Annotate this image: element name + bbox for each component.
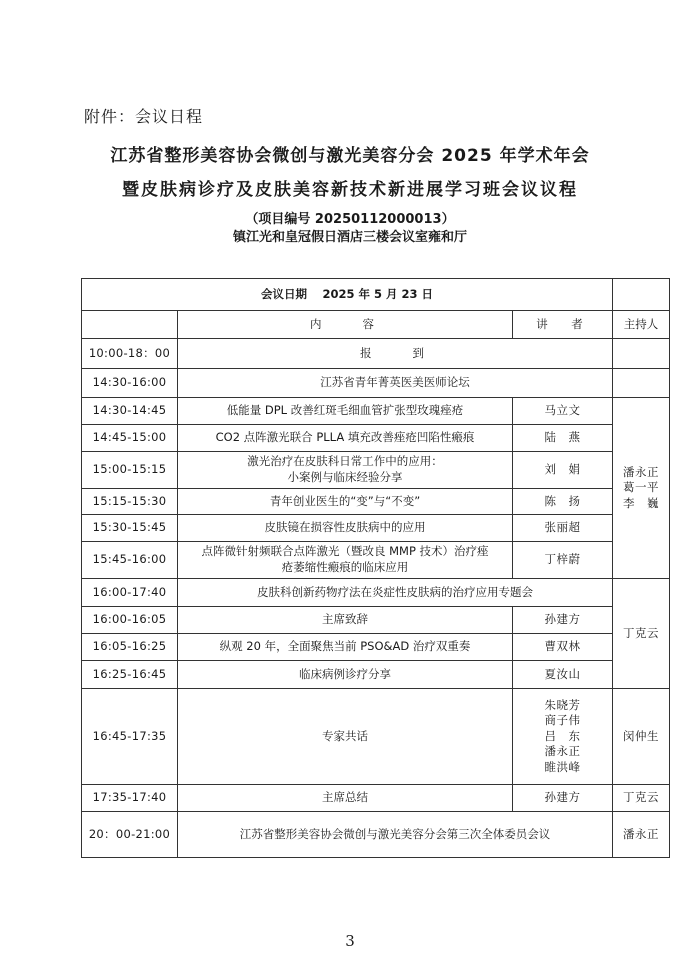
- talk-title: 皮肤镜在损容性皮肤病中的应用: [178, 515, 513, 542]
- table-cell-empty: [613, 339, 670, 369]
- table-row: [82, 515, 670, 542]
- speaker-name: 刘 娟: [513, 452, 613, 489]
- time-cell: 14:30-14:45: [82, 398, 178, 425]
- talk-title: 临床病例诊疗分享: [178, 661, 513, 689]
- table-header-row: [82, 311, 670, 339]
- time-cell: 15:00-15:15: [82, 452, 178, 489]
- time-cell: 16:00-16:05: [82, 607, 178, 634]
- speaker-name: 吕 东: [544, 728, 581, 743]
- speaker-name: 陈 扬: [513, 489, 613, 515]
- header-host: 主持人: [613, 311, 670, 339]
- session-host: 丁克云: [613, 579, 670, 689]
- session-title: 江苏省青年菁英医美医师论坛: [178, 369, 613, 398]
- time-cell: 15:30-15:45: [82, 515, 178, 542]
- speaker-name: 夏汝山: [513, 661, 613, 689]
- time-cell: 15:45-16:00: [82, 542, 178, 579]
- session-title: 皮肤科创新药物疗法在炎症性皮肤病的治疗应用专题会: [178, 579, 613, 607]
- session-header-row: [82, 579, 670, 607]
- time-cell: 10:00-18：00: [82, 339, 178, 369]
- session-host: [613, 398, 670, 579]
- speaker-name: 张丽超: [513, 515, 613, 542]
- speaker-name: 孙建方: [513, 785, 613, 812]
- table-row: [82, 785, 670, 812]
- talk-title: 主席致辞: [178, 607, 513, 634]
- document-title-line2: 暨皮肤病诊疗及皮肤美容新技术新进展学习班会议议程: [122, 180, 578, 200]
- time-cell: 16:45-17:35: [82, 689, 178, 785]
- talk-title: 专家共话: [178, 689, 513, 785]
- agenda-table: [81, 278, 670, 858]
- talk-title: 纵观 20 年，全面聚焦当前 PSO&AD 治疗双重奏: [178, 634, 513, 661]
- table-row: [82, 607, 670, 634]
- talk-title: 点阵微针射频联合点阵激光（暨改良 MMP 技术）治疗痤 疮萎缩性瘢痕的临床应用: [178, 542, 513, 579]
- meeting-date: 会议日期 2025 年 5 月 23 日: [82, 279, 613, 311]
- panel-speakers: [513, 689, 613, 785]
- host-name: 葛一平: [623, 480, 660, 495]
- page-number: 3: [345, 932, 355, 950]
- time-cell: 20：00-21:00: [82, 812, 178, 858]
- session-host: 丁克云: [613, 785, 670, 812]
- table-row: [82, 661, 670, 689]
- speaker-name: 睢洪峰: [544, 759, 581, 774]
- time-cell: 14:45-15:00: [82, 425, 178, 452]
- document-title-line1: 江苏省整形美容协会微创与激光美容分会 2025 年学术年会: [110, 146, 590, 166]
- table-row: [82, 279, 670, 311]
- host-name: 潘永正: [623, 464, 660, 479]
- table-row: [82, 339, 670, 369]
- speaker-name: 朱晓芳: [544, 697, 581, 712]
- project-number: （项目编号 20250112000013）: [245, 212, 455, 227]
- table-cell-empty: [613, 369, 670, 398]
- table-row: [82, 489, 670, 515]
- table-row: [82, 398, 670, 425]
- table-row: [82, 689, 670, 785]
- speaker-name: 孙建方: [513, 607, 613, 634]
- venue: 镇江光和皇冠假日酒店三楼会议室雍和厅: [232, 230, 467, 245]
- speaker-name: 陆 燕: [513, 425, 613, 452]
- time-cell: 17:35-17:40: [82, 785, 178, 812]
- talk-title: 主席总结: [178, 785, 513, 812]
- talk-title: 青年创业医生的“变”与“不变”: [178, 489, 513, 515]
- session-host: 潘永正: [613, 812, 670, 858]
- header-content: 内 容: [178, 311, 513, 339]
- table-row: [82, 634, 670, 661]
- time-cell: 16:05-16:25: [82, 634, 178, 661]
- time-cell: 16:25-16:45: [82, 661, 178, 689]
- time-cell: 14:30-16:00: [82, 369, 178, 398]
- header-time-empty: [82, 311, 178, 339]
- table-row: [82, 542, 670, 579]
- table-row: [82, 452, 670, 489]
- talk-title: 低能量 DPL 改善红斑毛细血管扩张型玫瑰痤疮: [178, 398, 513, 425]
- talk-title: 激光治疗在皮肤科日常工作中的应用： 小案例与临床经验分享: [178, 452, 513, 489]
- table-row: [82, 812, 670, 858]
- speaker-name: 潘永正: [544, 744, 581, 759]
- speaker-name: 商子伟: [544, 713, 581, 728]
- speaker-name: 丁梓蔚: [513, 542, 613, 579]
- host-name: 李 巍: [623, 495, 660, 510]
- time-cell: 16:00-17:40: [82, 579, 178, 607]
- speaker-name: 马立文: [513, 398, 613, 425]
- time-cell: 15:15-15:30: [82, 489, 178, 515]
- speaker-name: 曹双林: [513, 634, 613, 661]
- attachment-label: 附件：会议日程: [84, 107, 204, 126]
- session-host: 闵仲生: [613, 689, 670, 785]
- table-cell-empty: [613, 279, 670, 311]
- table-row: [82, 425, 670, 452]
- registration-cell: 报 到: [178, 339, 613, 369]
- session-header-row: [82, 369, 670, 398]
- talk-title: CO2 点阵激光联合 PLLA 填充改善痤疮凹陷性瘢痕: [178, 425, 513, 452]
- meeting-title: 江苏省整形美容协会微创与激光美容分会第三次全体委员会议: [178, 812, 613, 858]
- header-speaker: 讲 者: [513, 311, 613, 339]
